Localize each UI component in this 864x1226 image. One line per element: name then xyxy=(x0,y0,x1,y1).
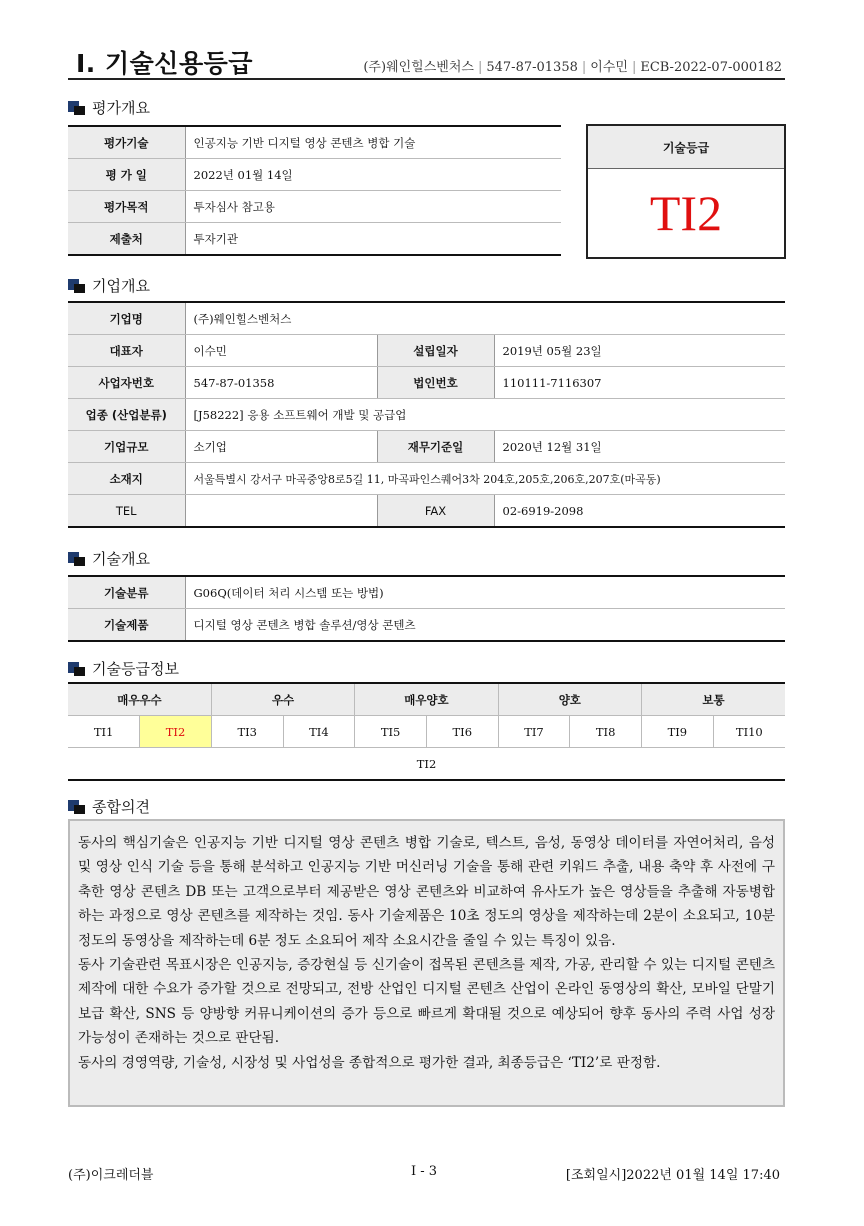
table-row: 제출처 투자기관 xyxy=(68,223,561,256)
opinion-paragraph: 동사 기술관련 목표시장은 인공지능, 증강현실 등 신기술이 접목된 콘텐츠를 제작, 가공, 관리할 수 있는 디지털 콘텐츠 제작에 대한 수요가 증가할 것으로 전망되고, 전방 산업인 디지털 콘텐츠 산업이 온라인 동영상의 확산, 모바일 단말기 보급 확산, SNS 등 양방향 커뮤니케이션의 증가 등으로 빠르게 확대될 것으로 예상되어 향후 동사의 주력 사업 성장 가능성이 존재하는 것으로 판단됨. xyxy=(78,957,775,1047)
section-bullet-icon xyxy=(68,279,86,293)
opinion-paragraph: 동사의 경영역량, 기술성, 시장성 및 사업성을 종합적으로 평가한 결과, 최종등급은 ‘TI2’로 판정함. xyxy=(78,1054,661,1071)
grade-group: 매우양호 xyxy=(355,683,498,716)
grade-group: 보통 xyxy=(642,683,786,716)
section-heading-grade-info: 기술등급정보 xyxy=(68,658,179,679)
grade-cell: TI7 xyxy=(498,716,570,748)
section-bullet-icon xyxy=(68,800,86,814)
table-row: 기술제품 디지털 영상 콘텐츠 병합 솔루션/영상 콘텐츠 xyxy=(68,609,785,642)
table-row: 기술분류 G06Q(데이터 처리 시스템 또는 방법) xyxy=(68,576,785,609)
grade-cell-selected: TI2 xyxy=(140,716,212,748)
table-row: 소재지 서울특별시 강서구 마곡중앙8로5길 11, 마곡파인스퀘어3차 204호,205호,206호,207호(마곡동) xyxy=(68,463,785,495)
grade-group-row xyxy=(68,683,785,716)
grade-group: 매우우수 xyxy=(68,683,211,716)
grade-cell: TI10 xyxy=(713,716,785,748)
section-heading-eval: 평가개요 xyxy=(68,97,150,118)
grade-cell: TI5 xyxy=(355,716,427,748)
header-doc-no: ECB-2022-07-000182 xyxy=(640,60,782,75)
grade-group: 양호 xyxy=(498,683,641,716)
header-biz-no: 547-87-01358 xyxy=(486,60,578,75)
grade-box xyxy=(586,124,786,259)
header-info: (주)웨인힐스벤처스 | 547-87-01358 | 이수민 | ECB-2022-07-000182 xyxy=(363,60,782,75)
section-bullet-icon xyxy=(68,101,86,115)
grade-box-value: TI2 xyxy=(649,185,723,241)
grade-result: TI2 xyxy=(416,756,437,771)
tech-table xyxy=(68,575,785,642)
grade-cell: TI6 xyxy=(426,716,498,748)
eval-table xyxy=(68,125,561,256)
grade-group: 우수 xyxy=(211,683,354,716)
opinion-paragraph: 동사의 핵심기술은 인공지능 기반 디지털 영상 콘텐츠 병합 기술로, 텍스트, 음성, 동영상 데이터를 자연어처리, 음성 및 영상 인식 기술 등을 통해 분석하고 인공지능 기반 머신러닝 기술을 통해 관련 키워드 추출, 내용 축약 후 사전에 구축한 영상 콘텐츠 DB 또는 고객으로부터 제공받은 영상 콘텐츠와 비교하여 유사도가 높은 영상들을 추출해 자동병합하는 과정으로 영상 콘텐츠를 제작하는 것임. 동사 기술제품은 10초 정도의 영상을 제작하는데 2분이 소요되고, 10분 정도의 동영상을 제작하는데 6분 정도 소요되어 제작 소요시간을 줄일 수 있는 특징이 있음. xyxy=(78,835,775,949)
table-row: 평가기술 인공지능 기반 디지털 영상 콘텐츠 병합 기술 xyxy=(68,126,561,159)
grade-row xyxy=(68,716,785,748)
table-row: TEL FAX 02-6919-2098 xyxy=(68,495,785,528)
page-title: I. 기술신용등급 xyxy=(76,49,253,78)
grade-cell: TI3 xyxy=(211,716,283,748)
footer-timestamp: [조회일시]2022년 01월 14일 17:40 xyxy=(565,1168,780,1183)
grade-cell: TI9 xyxy=(642,716,714,748)
table-row: 기업명 (주)웨인힐스벤처스 xyxy=(68,302,785,335)
header-ceo: 이수민 xyxy=(590,60,628,75)
footer-page-number: I - 3 xyxy=(411,1164,438,1179)
table-row: 평 가 일 2022년 01월 14일 xyxy=(68,159,561,191)
grade-box-label: 기술등급 xyxy=(588,126,784,169)
table-row: 업종 (산업분류) [J58222] 응용 소프트웨어 개발 및 공급업 xyxy=(68,399,785,431)
header-company: (주)웨인힐스벤처스 xyxy=(363,60,474,75)
grade-cell: TI4 xyxy=(283,716,355,748)
section-bullet-icon xyxy=(68,552,86,566)
company-table xyxy=(68,301,785,528)
section-bullet-icon xyxy=(68,662,86,676)
opinion-box xyxy=(68,819,785,1107)
section-heading-opinion: 종합의견 xyxy=(68,796,150,817)
table-row: 평가목적 투자심사 참고용 xyxy=(68,191,561,223)
section-heading-tech: 기술개요 xyxy=(68,548,150,569)
grade-result-row xyxy=(68,748,785,781)
table-row: 사업자번호 547-87-01358 법인번호 110111-7116307 xyxy=(68,367,785,399)
grade-cell: TI1 xyxy=(68,716,140,748)
header-rule xyxy=(68,78,785,80)
footer-company: (주)이크레더블 xyxy=(68,1168,154,1183)
table-row: 대표자 이수민 설립일자 2019년 05월 23일 xyxy=(68,335,785,367)
grade-cell: TI8 xyxy=(570,716,642,748)
table-row: 기업규모 소기업 재무기준일 2020년 12월 31일 xyxy=(68,431,785,463)
grade-scale-table xyxy=(68,682,785,781)
section-heading-company: 기업개요 xyxy=(68,275,150,296)
